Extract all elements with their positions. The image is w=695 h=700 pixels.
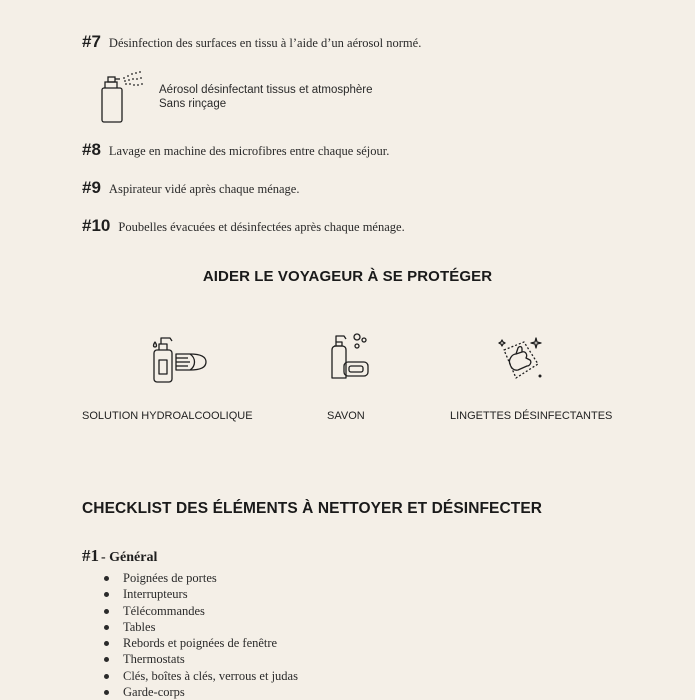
step-text: Aspirateur vidé après chaque ménage. bbox=[108, 182, 300, 196]
list-item: Clés, boîtes à clés, verrous et judas bbox=[104, 668, 298, 684]
aerosol-description bbox=[159, 83, 373, 111]
cropped-heading-fragment bbox=[82, 0, 212, 4]
category-number: #1 bbox=[82, 546, 99, 565]
step-number: #8 bbox=[82, 140, 101, 159]
step-text: Poubelles évacuées et désinfectées après chaque ménage. bbox=[118, 220, 405, 234]
checklist-heading: CHECKLIST DES ÉLÉMENTS À NETTOYER ET DÉSINFECTER bbox=[82, 500, 543, 517]
list-item: Interrupteurs bbox=[104, 586, 298, 602]
spray-can-icon bbox=[98, 70, 146, 126]
protect-label-sanitizer: SOLUTION HYDROALCOOLIQUE bbox=[82, 410, 253, 422]
checklist-category-general bbox=[82, 546, 157, 566]
soap-icon bbox=[328, 332, 372, 380]
step-number: #9 bbox=[82, 178, 101, 197]
step-10 bbox=[82, 216, 405, 236]
step-7 bbox=[82, 32, 421, 52]
protect-label-wipes: LINGETTES DÉSINFECTANTES bbox=[450, 410, 613, 422]
step-number: #7 bbox=[82, 32, 101, 51]
wipe-icon bbox=[498, 334, 546, 382]
step-text: Lavage en machine des microfibres entre chaque séjour. bbox=[108, 144, 390, 158]
list-item: Thermostats bbox=[104, 651, 298, 667]
list-item: Garde-corps bbox=[104, 684, 298, 700]
aerosol-line-2: Sans rinçage bbox=[159, 98, 227, 110]
aerosol-line-1: Aérosol désinfectant tissus et atmosphère bbox=[159, 84, 373, 96]
step-9 bbox=[82, 178, 299, 198]
protect-heading: AIDER LE VOYAGEUR À SE PROTÉGER bbox=[202, 268, 493, 285]
hand-sanitizer-icon bbox=[150, 334, 208, 384]
step-number: #10 bbox=[82, 216, 111, 235]
list-item: Tables bbox=[104, 619, 298, 635]
category-name: - Général bbox=[101, 550, 158, 565]
protect-label-soap: SAVON bbox=[327, 410, 365, 422]
step-text: Désinfection des surfaces en tissu à l’aide d’un aérosol normé. bbox=[108, 36, 422, 50]
checklist-items bbox=[104, 570, 298, 700]
step-8 bbox=[82, 140, 389, 160]
list-item: Poignées de portes bbox=[104, 570, 298, 586]
list-item: Télécommandes bbox=[104, 603, 298, 619]
list-item: Rebords et poignées de fenêtre bbox=[104, 635, 298, 651]
